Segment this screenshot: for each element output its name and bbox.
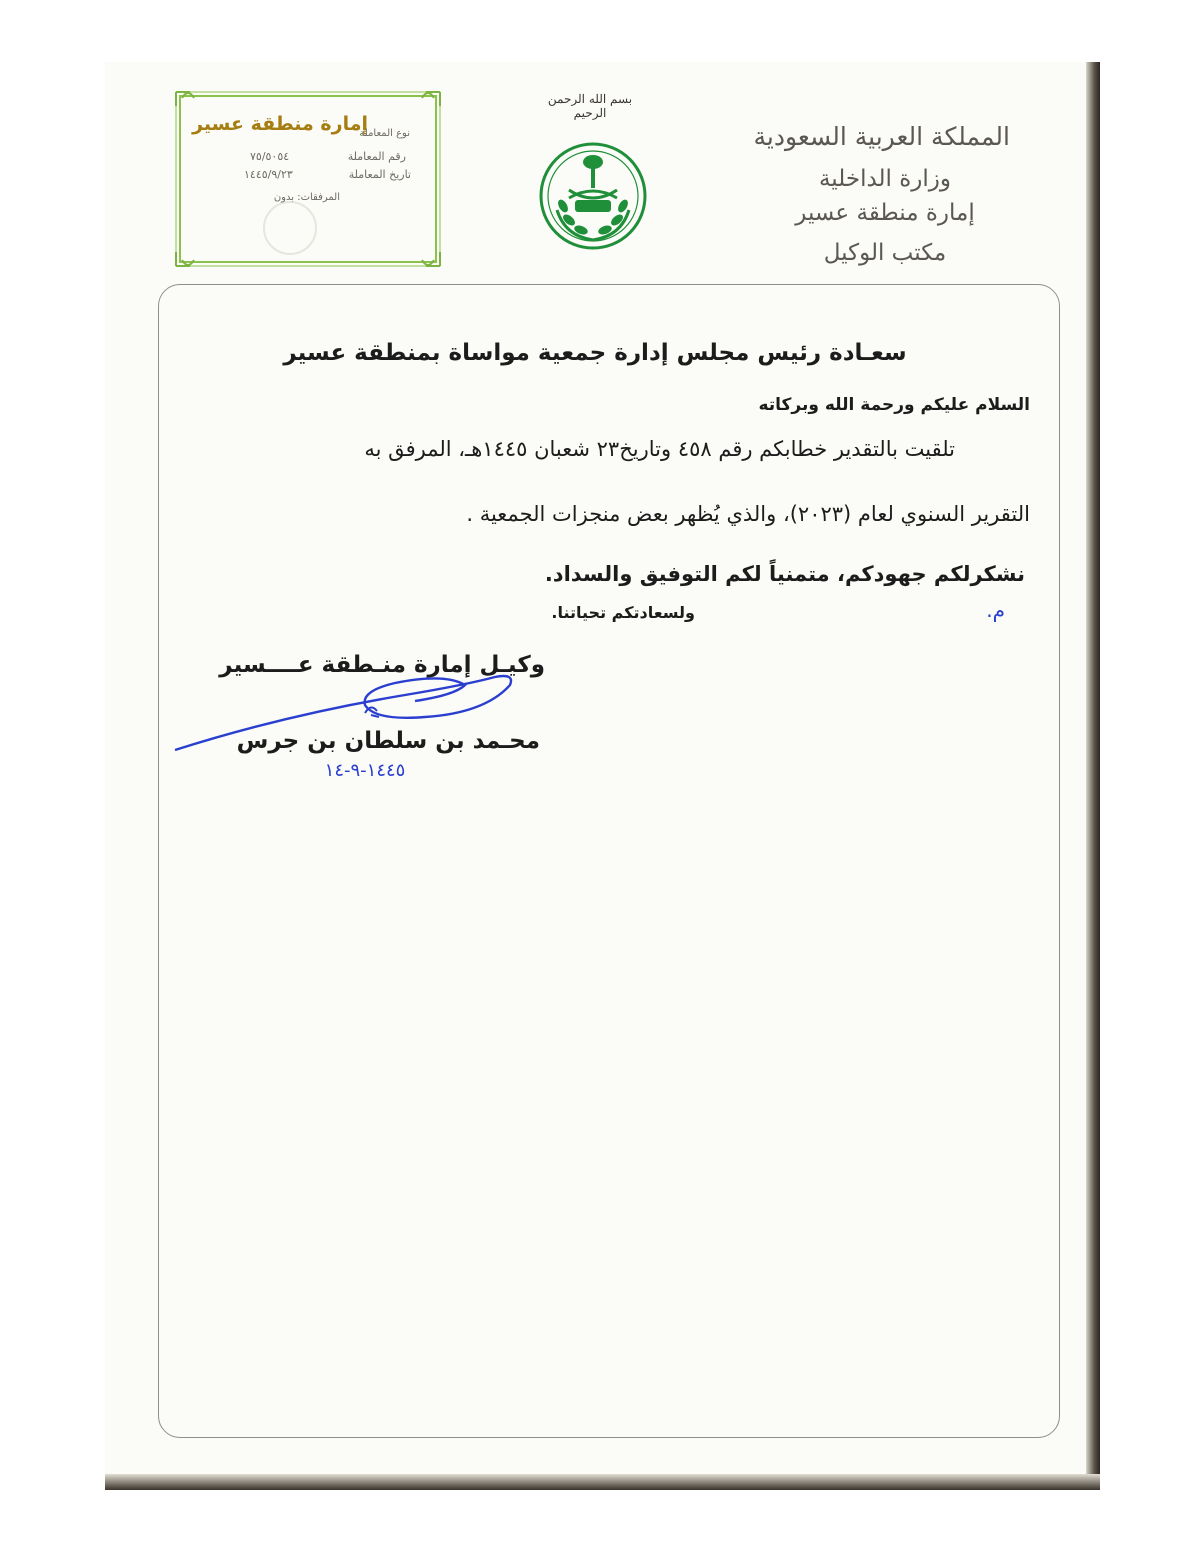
paper-shadow-right: [1086, 62, 1100, 1490]
basmala: بسم الله الرحمن الرحيم: [547, 92, 633, 120]
stamp-title: إمارة منطقة عسير: [192, 113, 368, 135]
paper-shadow-bottom: [105, 1474, 1100, 1490]
greeting-line: السلام عليكم ورحمة الله وبركاته: [758, 395, 1030, 415]
saudi-emblem-icon: [537, 140, 649, 252]
body-line-2: التقرير السنوي لعام (٢٠٢٣)، والذي يُظهر بعض منجزات الجمعية .: [466, 502, 1030, 526]
stamp-attachments: المرفقات: بدون: [273, 192, 340, 203]
stamp-type-label: نوع المعاملة: [359, 128, 410, 139]
header-office: مكتب الوكيل: [823, 240, 947, 266]
signatory-title: وكيـل إمارة منـطقة عــــسير: [219, 652, 545, 678]
stamp-number-label: رقم المعاملة: [347, 150, 406, 163]
recipient-line: سعـادة رئيس مجلس إدارة جمعية مواساة بمنطقة عسير: [283, 340, 907, 366]
stamp-date-value: ١٤٤٥/٩/٢٣: [244, 168, 293, 181]
closing-line: ولسعادتكم تحياتنا.: [551, 603, 695, 622]
stamp-date-label: تاريخ المعاملة: [348, 168, 411, 181]
handwritten-date: ١٤٤٥-٩-١٤: [324, 760, 406, 781]
thanks-line: نشكرلكم جهودكم، متمنياً لكم التوفيق والسداد.: [544, 562, 1025, 586]
body-line-1: تلقيت بالتقدير خطابكم رقم ٤٥٨ وتاريخ٢٣ شعبان ١٤٤٥هـ، المرفق به: [364, 437, 955, 461]
signatory-name: محـمد بن سلطان بن جرس: [236, 728, 540, 754]
handwritten-signature: [165, 655, 545, 785]
header-ministry: وزارة الداخلية: [818, 166, 952, 192]
header-kingdom: المملكة العربية السعودية: [753, 122, 1010, 151]
header-emirate: إمارة منطقة عسير: [795, 200, 975, 226]
initial-mark: م.: [986, 598, 1005, 622]
stamp-number-value: ٧٥/٥٠٥٤: [250, 150, 290, 163]
